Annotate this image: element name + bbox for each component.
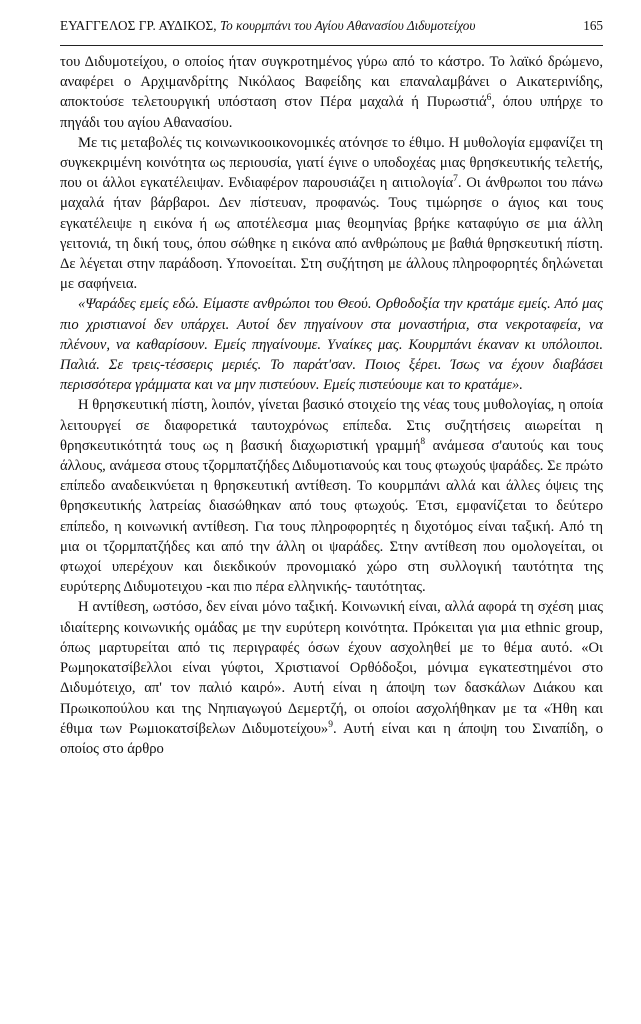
page-number: 165 xyxy=(583,18,603,33)
running-head-left xyxy=(60,18,475,34)
footnote-ref-8[interactable]: 8 xyxy=(420,437,426,447)
body-text xyxy=(60,52,603,759)
running-head-title: Το κουρμπάνι του Αγίου Αθανασίου Διδυμοτείχου xyxy=(220,18,476,33)
paragraph-text: , όπου υπήρχε το πηγάδι του αγίου Αθανασίου. xyxy=(60,94,604,131)
paragraph-text: του Διδυμοτείχου, ο οποίος ήταν συγκροτημένος γύρω από το κάστρο. Το λαϊκό δρώμενο, αναφέρει ο Αρχιμανδρίτης Νικόλαος Βαφείδης και επαναλαμβάνει ο Αικατερινίδης, αποκτούσε τελετουργική υπόσταση στον Πέρα μαχαλά ή Πυρωστιά xyxy=(60,54,603,111)
paragraph-2 xyxy=(60,133,603,295)
paragraph-text: Με τις μεταβολές τις κοινωνικοοικονομικές ατόνησε το έθιμο. Η μυθολογία εμφανίζει τη συγκεκριμένη κοινότητα ως περιουσία, γιατί έγινε ο υποδοχέας μιας θρησκευτικής τελετής, που οι άλλοι εγκατέλειψαν. Ενδιαφέρον παρουσιάζει η αιτιολογία xyxy=(60,134,603,192)
paragraph-text: . Οι άνθρωποι του πάνω μαχαλά ήταν βάρβαροι. Δεν πίστευαν, προφανώς. Τους τιμώρησε ο άγιος και τους εγκατέλειψε η εικόνα ή ως αποτέλεσμα μιας θεομηνίας βρήκε καταφύγιο σε μια άλλη γειτονιά, τη δική τους, όπου σώθηκε η εικόνα από ανθρώπους με βαθιά θρησκευτική πίστη. Δε λέγεται στην παράδοση. Υπονοείται. Στη συζήτηση με άλλους πληροφορητές δηλώνεται με σαφήνεια. xyxy=(60,175,603,293)
footnote-ref-7[interactable]: 7 xyxy=(453,174,458,185)
running-head xyxy=(60,18,603,46)
paragraph-text: ανάμεσα σ'αυτούς και τους άλλους, ανάμεσα στους τζορμπατζήδες Διδυμοτιανούς και τους φτωχούς ψαράδες. Σε πρώτο επίπεδο αναδεικνύεται η θρησκευτική αντίθεση. Το κουρμπάνι αλλά και άλλες όψεις της θρησκευτικής λατρείας διασώθηκαν από τους φτωχούς. Έτσι, εμφανίζεται το δεύτερο επίπεδο, η κοινωνική αντίθεση. Για τους πληροφορητές η διχοτόμος είναι ταξική. Από τη μια οι τζορμπατζήδες και από την άλλη οι ψαράδες. Στην αντίθεση που ομολογείται, οι φτωχοί υπερέχουν και διεκδικούν προνομιακό χώρο στη συλλογική ταυτότητα της ευρύτερης Διδυμοτειχου -και πιο πέρα ελληνικής- ταυτότητας. xyxy=(60,437,603,596)
paragraph-3 xyxy=(60,395,603,597)
paragraph-4 xyxy=(60,597,603,759)
paragraph-1 xyxy=(60,52,603,133)
paragraph-text: Η αντίθεση, ωστόσο, δεν είναι μόνο ταξική. Κοινωνική είναι, αλλά αφορά τη σχέση μιας ιδιαίτερης κοινωνικής ομάδας με την ευρύτερη κοινότητα. Πρόκειται για μια ethnic group, όπως μαρτυρείται από τις περιγραφές όσων έχουν ασχοληθεί με το θέμα αυτό. «Οι Ρωμηοκατσίβελλοι είναι γύφτοι, Χριστιανοί Ορθόδοξοι, μόνιμα εγκατεστημένοι στο Διδυμότειχο, απ' τον παλιό καιρό». Αυτή είναι η άποψη των δασκάλων Διάκου και Πρωικοπούλου και της Νηπιαγωγού Δεμερτζή, οι οποίοι ασχολήθηκαν με τα «Ήθη και έθιμα των Ρωμιοκατσίβελων Διδυμοτείχου» xyxy=(60,599,603,737)
paragraph-text: Η θρησκευτική πίστη, λοιπόν, γίνεται βασικό στοιχείο της νέας τους μυθολογίας, η οποία λειτουργεί σε διαφορετικά ταυτοχρόνως επίπεδα. Στις συζητήσεις αιωρείται η θρησκευτικότητά τους ως η βασική διαχωριστική γραμμή xyxy=(60,397,603,454)
paragraph-text: . Αυτή είναι και η άποψη του Σιναπίδη, ο οποίος στο άρθρο xyxy=(60,720,603,757)
footnote-ref-6[interactable]: 6 xyxy=(486,93,492,104)
footnote-ref-9[interactable]: 9 xyxy=(328,719,333,730)
informant-quote: «Ψαράδες εμείς εδώ. Είμαστε ανθρώποι του Θεού. Ορθοδοξία την κρατάμε εμείς. Από μας πιο χριστιανοί δεν υπάρχει. Αυτοί δεν πηγαίνουν στα μοναστήρια, στα νεκροταφεία, να πλένουν, να καθαρίσουν. Εμείς πηγαίνουμε. Υναίκες μας. Κουρμπάνι έκαναν κι υπόλοιποι. Παλιά. Σε τρεις-τέσσερις μεριές. Το παράτ'σαν. Ποιος ξέρει. Ίσως να έχουν διαβάσει περισσότερα γράμματα και να μην πιστεύουν. Εμείς πιστεύουμε και το κρατάμε». xyxy=(60,296,603,394)
running-head-author: ΕΥΑΓΓΕΛΟΣ ΓΡ. ΑΥΔΙΚΟΣ, xyxy=(60,18,217,33)
